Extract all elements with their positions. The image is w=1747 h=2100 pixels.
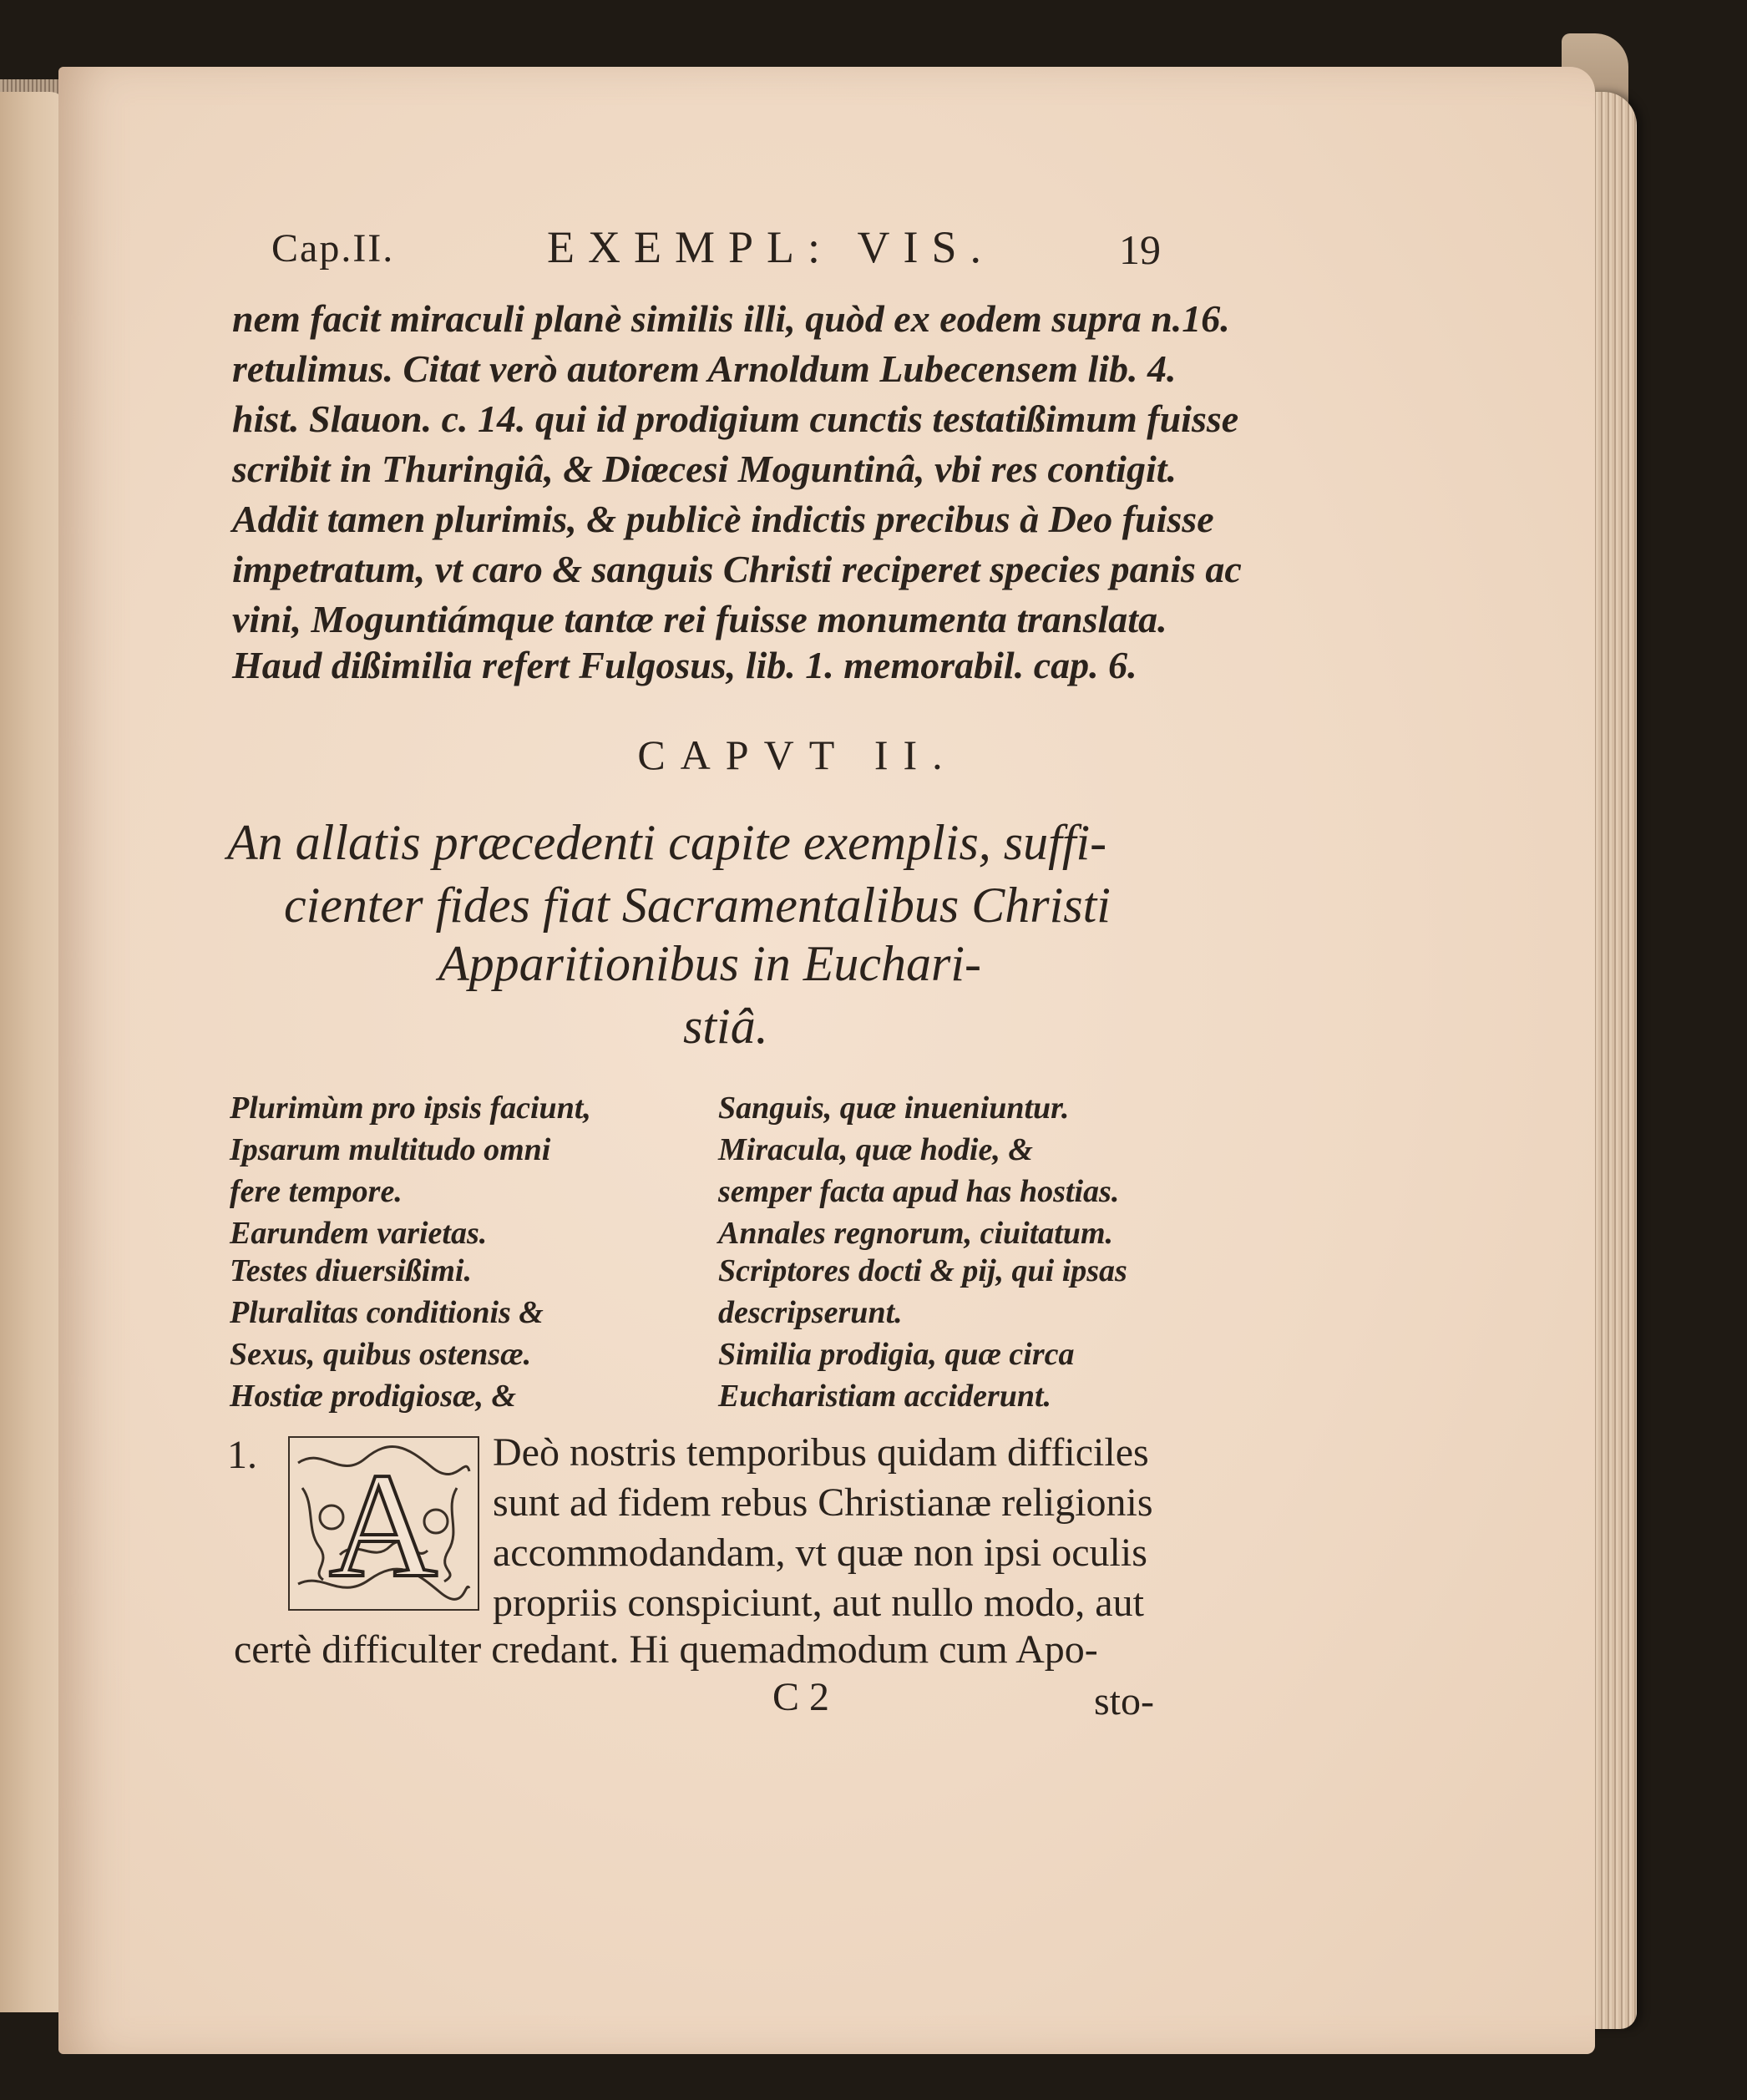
initial-letter: A	[329, 1442, 438, 1608]
text-line: sunt ad fidem rebus Christianæ religionis	[493, 1480, 1153, 1525]
text-line: Deò nostris temporibus quidam difficiles	[493, 1430, 1149, 1475]
running-header-title: EXEMPL: VIS.	[547, 222, 995, 272]
ornament-icon	[290, 1438, 478, 1609]
text-line: impetratum, vt caro & sanguis Christi reciperet species panis ac	[232, 548, 1242, 590]
signature-mark: C 2	[772, 1675, 830, 1719]
text-line: Addit tamen plurimis, & publicè indictis precibus à Deo fuisse	[232, 498, 1214, 540]
previous-page-edge	[0, 92, 67, 2012]
catchword: sto-	[1094, 1679, 1154, 1723]
summary-right-item: Scriptores docti & pij, qui ipsas	[718, 1253, 1127, 1288]
summary-left-item: Ipsarum multitudo omni	[230, 1132, 551, 1167]
text-line: hist. Slauon. c. 14. qui id prodigium cunctis testatißimum fuisse	[232, 397, 1239, 440]
chapter-subtitle-line: An allatis præcedenti capite exemplis, suffi-	[227, 815, 1107, 870]
summary-left-item: fere tempore.	[230, 1174, 403, 1209]
summary-left-item: Sexus, quibus ostensæ.	[230, 1337, 532, 1372]
text-line: Haud dißimilia refert Fulgosus, lib. 1. memorabil. cap. 6.	[232, 644, 1137, 686]
summary-right-item: Miracula, quæ hodie, &	[718, 1132, 1033, 1167]
running-header-chapter: Cap.II.	[271, 226, 395, 271]
summary-right-item: descripserunt.	[718, 1295, 903, 1330]
text-line: propriis conspiciunt, aut nullo modo, aut	[493, 1581, 1144, 1625]
summary-left-item: Earundem varietas.	[230, 1216, 488, 1251]
chapter-title: CAPVT II.	[637, 731, 958, 778]
page-number: 19	[1119, 226, 1161, 273]
summary-left-item: Pluralitas conditionis &	[230, 1295, 544, 1330]
summary-right-item: Annales regnorum, ciuitatum.	[718, 1216, 1114, 1251]
text-line: scribit in Thuringiâ, & Diœcesi Moguntinâ, vbi res contigit.	[232, 448, 1177, 490]
text-line: certè difficulter credant. Hi quemadmodum cum Apo-	[234, 1627, 1098, 1672]
chapter-subtitle-line: Apparitionibus in Euchari-	[438, 936, 981, 991]
summary-left-item: Testes diuersißimi.	[230, 1253, 472, 1288]
summary-left-item: Plurimùm pro ipsis faciunt,	[230, 1090, 591, 1126]
summary-left-item: Hostiæ prodigiosæ, &	[230, 1379, 517, 1414]
summary-right-item: Eucharistiam acciderunt.	[718, 1379, 1052, 1414]
text-line: retulimus. Citat verò autorem Arnoldum Lubecensem lib. 4.	[232, 347, 1177, 390]
chapter-subtitle-line: cienter fides fiat Sacramentalibus Christi	[284, 878, 1111, 933]
text-line: accommodandam, vt quæ non ipsi oculis	[493, 1531, 1147, 1575]
summary-right-item: Similia prodigia, quæ circa	[718, 1337, 1075, 1372]
summary-right-item: semper facta apud has hostias.	[718, 1174, 1120, 1209]
decorated-initial	[288, 1436, 479, 1611]
text-line: nem facit miraculi planè similis illi, quòd ex eodem supra n.16.	[232, 297, 1230, 340]
chapter-subtitle-line: stiâ.	[683, 999, 768, 1054]
text-line: vini, Moguntiámque tantæ rei fuisse monumenta translata.	[232, 598, 1167, 640]
summary-right-item: Sanguis, quæ inueniuntur.	[718, 1090, 1070, 1126]
section-number: 1.	[227, 1433, 257, 1477]
